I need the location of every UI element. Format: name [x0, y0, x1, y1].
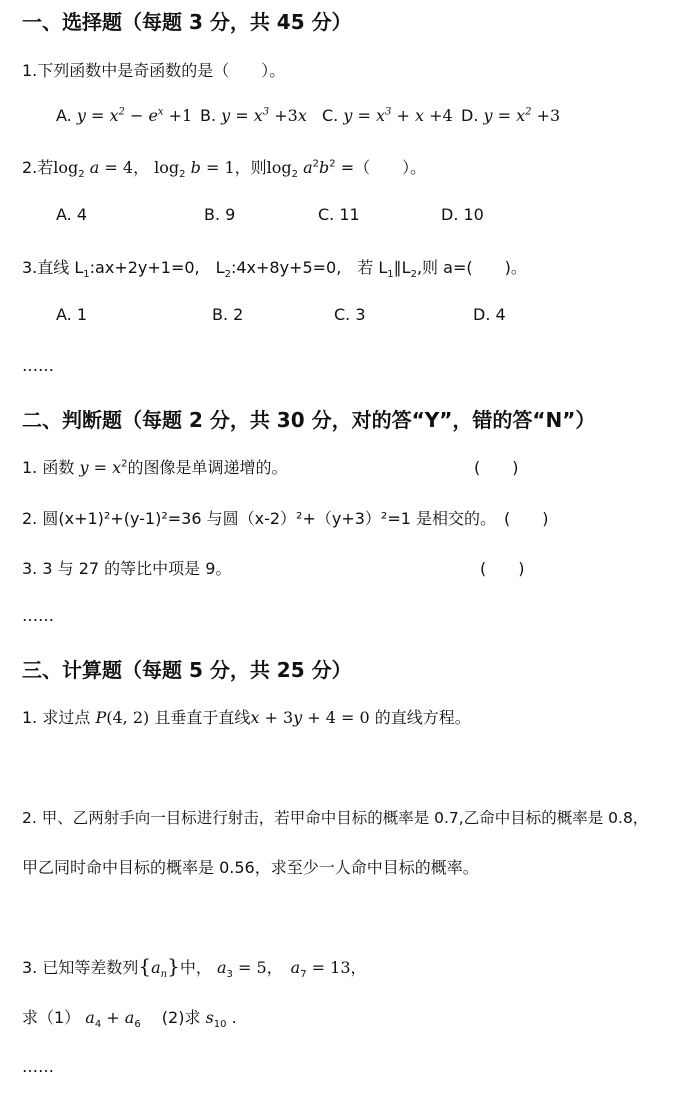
option-d: D. $y = x^2 +3$: [461, 106, 561, 125]
calc-question-2-line-2: 甲乙同时命中目标的概率是 0.56，求至少一人命中目标的概率。: [22, 858, 479, 877]
section-heading-calculation: 三、计算题（每题 5 分，共 25 分）: [22, 658, 352, 682]
option-a: A. $y = x^2 - e^x +1$: [56, 106, 193, 125]
section-heading-choice: 一、选择题（每题 3 分，共 45 分）: [22, 10, 352, 34]
judgement-question-3: 3. 3 与 27 的等比中项是 9。 ( ): [22, 556, 700, 579]
question-2-stem: 2.若$\log_2 a = 4$， $\log_2 b = 1$，则$\log_2 a^2b^2$ =（ ）。: [22, 158, 427, 181]
option-a: A. 4: [56, 205, 88, 224]
judgement-question-1: 1. 函数 $y = x^2$的图像是单调递增的。 ( ): [22, 455, 700, 478]
calc-question-1: 1. 求过点 P(4, 2) 且垂直于直线x + 3y + 4 = 0 的直线方程。: [22, 708, 471, 727]
ellipsis: ……: [22, 356, 54, 375]
option-b: B. 9: [204, 205, 236, 224]
calc-question-3-line-2: 求（1） $a_4 + a_6$ (2)求 $s_{10}$ .: [22, 1008, 237, 1031]
option-c: C. 3: [334, 305, 366, 324]
calc-question-3-line-1: 3. 已知等差数列$\{a_n\}$中， $a_3 = 5$， $a_7 = 13$，: [22, 954, 367, 981]
option-b: B. $y = x^3 +3x$: [200, 106, 307, 125]
ellipsis: ……: [22, 606, 54, 625]
answer-blank: ( ): [504, 509, 549, 528]
question-3-options: [0, 305, 700, 329]
section-heading-judgement: 二、判断题（每题 2 分，共 30 分，对的答“Y”，错的答“N”）: [22, 408, 596, 432]
option-c: C. 11: [318, 205, 360, 224]
option-d: D. 4: [473, 305, 506, 324]
calc-question-2-line-1: 2. 甲、乙两射手向一目标进行射击，若甲命中目标的概率是 0.7,乙命中目标的概率是 0.8，: [22, 809, 649, 827]
option-c: C. $y = x^3 + x +4$: [322, 106, 453, 125]
answer-blank: ( ): [480, 559, 525, 578]
question-3-stem: 3.直线 $L_1:ax+2y+1=0$, $L_2:4x+8y+5=0$, 若 $L_1\parallel L_2$,则 a=( )。: [22, 258, 527, 281]
option-b: B. 2: [212, 305, 244, 324]
question-2-options: [0, 205, 700, 229]
option-a: A. 1: [56, 305, 88, 324]
ellipsis: ……: [22, 1057, 54, 1076]
question-1-options: [0, 106, 700, 130]
judgement-question-2: 2. 圆(x+1)²+(y-1)²=36 与圆（x-2）²+（y+3）²=1 是相交的。 ( ): [22, 506, 700, 529]
question-1-stem: 1.下列函数中是奇函数的是（ ）。: [22, 61, 286, 80]
answer-blank: ( ): [474, 458, 519, 477]
option-d: D. 10: [441, 205, 484, 224]
